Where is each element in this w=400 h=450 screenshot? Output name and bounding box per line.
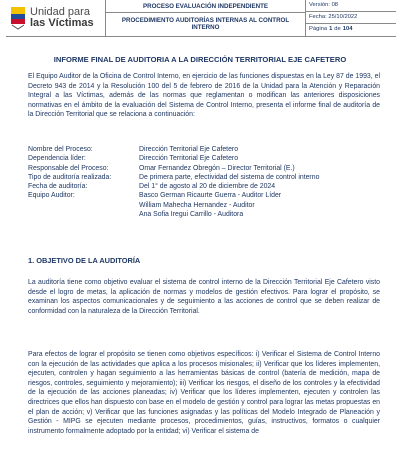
version-field: Versión: 08 [306, 0, 396, 12]
section-heading: 1. OBJETIVO DE LA AUDITORÍA [28, 256, 141, 265]
info-row: Dependencia líder: Dirección Territorial Eje Cafetero [28, 155, 239, 163]
colombia-shield-icon [10, 6, 26, 30]
audit-info-block [28, 145, 380, 219]
date-field: Fecha: 25/10/2022 [306, 12, 396, 24]
objective-paragraph: La auditoría tiene como objetivo evaluar el sistema de control interno de la Dirección Territorial Eje Cafetero visto desde el logro de metas, la aplicación de normas y modelos de gestión efectivos. Para lograr el propósito, se examinan los aspectos comunicacionales y de seguimiento a las acciones de control que se deben realizar de conformidad con la naturaleza de la Dirección Territorial. [28, 279, 380, 315]
specific-objectives-paragraph: Para efectos de lograr el propósito se tienen como objetivos específicos: i) Verificar el Sistema de Control Interno con la ejecución de las actividades que aplica a los procesos misionales; ii) Verificar que los líderes implementen, ejecuten, controlen y hagan seguimiento a las herramientas básicas de control (batería de medición, mapa de riesgos, controles, seguimiento y mejoramiento); iii) Verificar los riesgos, el diseño de los controles y la efectividad de la ejecución de las acciones planeadas; iv) Verificar que los líderes implementen, ejecuten y controlen las directrices que ellos han dispuesto con base en el modelo de gestión y control para lograr las metas propuestas en el plan de acción; v) Verificar que las funciones asignadas y las políticas del Modelo Integrado de Planeación y Gestión - MIPG se ejecuten mediante procesos, procedimientos, guías, instructivos, formatos o cualquier instrumento formalmente adoptado por la entidad; vi) Verificar el sistema de [28, 351, 380, 435]
report-title: INFORME FINAL DE AUDITORIA A LA DIRECCIÓN TERRITORIAL EJE CAFETERO [53, 55, 347, 64]
entity-logo [6, 0, 106, 36]
document-header [6, 0, 396, 37]
logo-line-1: Unidad para [30, 6, 90, 18]
page-field: Página 1 de 104 [309, 26, 353, 32]
info-row: Fecha de auditoría: Del 1° de agosto al 20 de diciembre de 2024 [28, 183, 276, 191]
info-row: Responsable del Proceso: Omar Fernandez Obregón – Director Territorial (E.) [28, 164, 295, 172]
intro-paragraph: El Equipo Auditor de la Oficina de Control Interno, en ejercicio de las funciones dispuestas en la Ley 87 de 1993, el Decreto 943 de 2014 y la Resolución 100 del 5 de febrero de 2016 de la Unidad para la Atención y Reparación Integral a las Víctimas, además de las normas que reglamentan o modifican las anteriores disposiciones normativas en el ámbito de la evaluación del Sistema de Control Interno, presenta el informe final de auditoría de la Dirección Territorial que se relaciona a continuación: [28, 73, 380, 119]
auditor-name: Ana Sofia Iregui Carrillo - Auditora [139, 211, 244, 219]
process-name: PROCESO EVALUACIÓN INDEPENDIENTE [106, 0, 305, 13]
info-row: Tipo de auditoría realizada: De primera parte, efectividad del sistema de control interno [28, 173, 320, 181]
info-row: Nombre del Proceso: Dirección Territorial Eje Cafetero [28, 146, 239, 153]
info-row: Equipo Auditor: Basco German Ricaurte Guerra - Auditor Líder [28, 192, 282, 200]
procedure-name: PROCEDIMIENTO AUDITORÍAS INTERNAS AL CONTROL INTERNO [121, 17, 290, 31]
auditor-name: William Mahecha Hernandez - Auditor [139, 201, 255, 209]
logo-line-2: las Víctimas [30, 17, 94, 29]
